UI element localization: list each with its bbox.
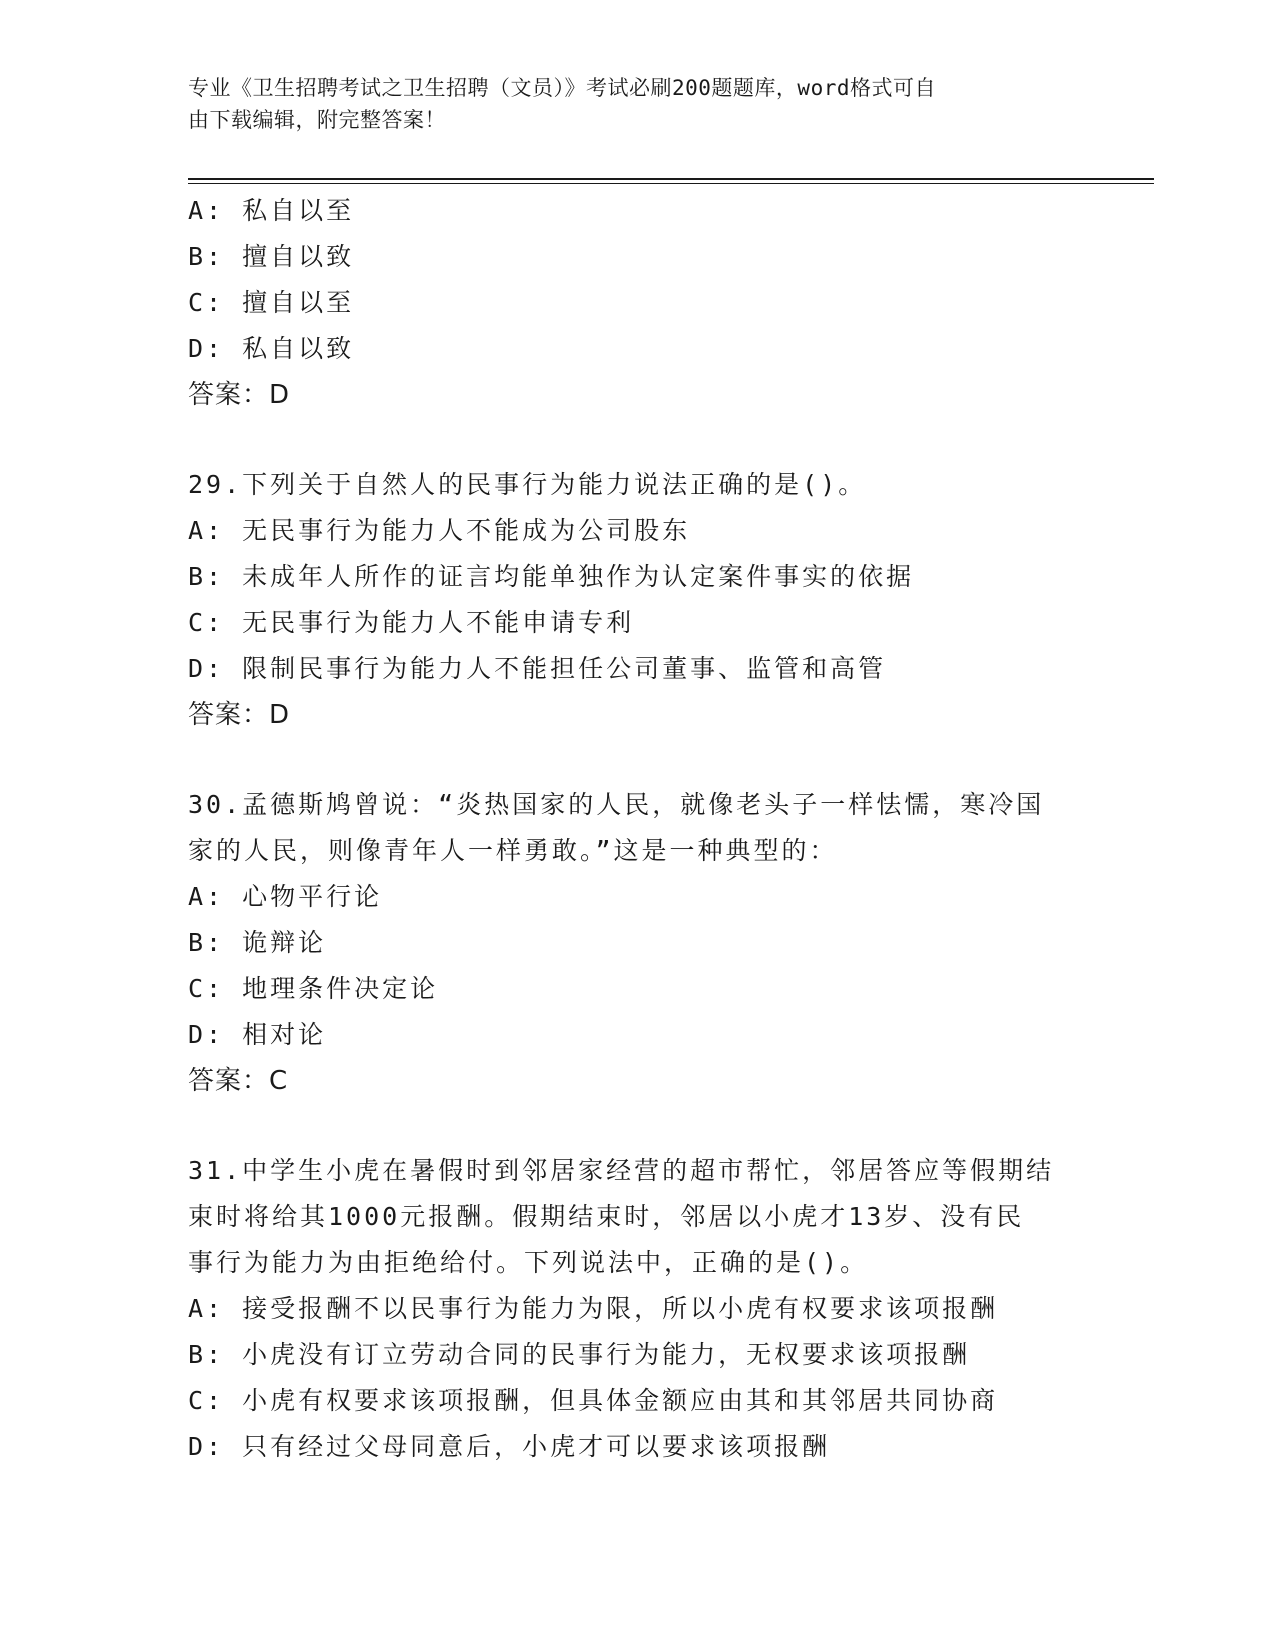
header-line-2: 由下载编辑，附完整答案！ — [188, 108, 446, 132]
option-b: B: 未成年人所作的证言均能单独作为认定案件事实的依据 — [188, 562, 915, 591]
option-d: D: 限制民事行为能力人不能担任公司董事、监管和高管 — [188, 654, 887, 683]
spacer — [188, 1104, 1088, 1148]
answer-line: 答案：C — [188, 1066, 289, 1096]
question-stem: 束时将给其1000元报酬。假期结束时，邻居以小虎才13岁、没有民 — [188, 1202, 1025, 1231]
option-c: C: 小虎有权要求该项报酬，但具体金额应由其和其邻居共同协商 — [188, 1386, 999, 1415]
option-d: D: 相对论 — [188, 1020, 327, 1049]
question-31 — [188, 1148, 1088, 1470]
option-a: A: 无民事行为能力人不能成为公司股东 — [188, 516, 691, 545]
question-stem: 事行为能力为由拒绝给付。下列说法中，正确的是()。 — [188, 1248, 869, 1277]
option-a: A: 心物平行论 — [188, 882, 383, 911]
question-30 — [188, 782, 1088, 1104]
option-b: B: 擅自以致 — [188, 242, 355, 271]
header-divider-thin — [188, 183, 1154, 184]
header-divider-thick — [188, 178, 1154, 180]
question-28 — [188, 188, 1088, 418]
option-c: C: 擅自以至 — [188, 288, 355, 317]
option-c: C: 无民事行为能力人不能申请专利 — [188, 608, 635, 637]
option-d: D: 私自以致 — [188, 334, 355, 363]
question-29 — [188, 462, 1088, 738]
question-stem: 30.孟德斯鸠曾说：“炎热国家的人民，就像老头子一样怯懦，寒冷国 — [188, 790, 1045, 819]
option-c: C: 地理条件决定论 — [188, 974, 439, 1003]
question-content — [188, 188, 1088, 1470]
question-stem: 家的人民，则像青年人一样勇敢。”这是一种典型的： — [188, 836, 838, 865]
option-a: A: 私自以至 — [188, 196, 355, 225]
question-stem: 29.下列关于自然人的民事行为能力说法正确的是()。 — [188, 470, 867, 499]
spacer — [188, 738, 1088, 782]
option-a: A: 接受报酬不以民事行为能力为限，所以小虎有权要求该项报酬 — [188, 1294, 999, 1323]
option-b: B: 诡辩论 — [188, 928, 327, 957]
document-header — [188, 72, 1068, 136]
spacer — [188, 418, 1088, 462]
answer-line: 答案：D — [188, 700, 291, 730]
question-stem: 31.中学生小虎在暑假时到邻居家经营的超市帮忙，邻居答应等假期结 — [188, 1156, 1055, 1185]
answer-line: 答案：D — [188, 380, 291, 410]
header-line-1: 专业《卫生招聘考试之卫生招聘（文员）》考试必刷200题题库，word格式可自 — [188, 76, 936, 100]
option-d: D: 只有经过父母同意后，小虎才可以要求该项报酬 — [188, 1432, 831, 1461]
option-b: B: 小虎没有订立劳动合同的民事行为能力，无权要求该项报酬 — [188, 1340, 971, 1369]
